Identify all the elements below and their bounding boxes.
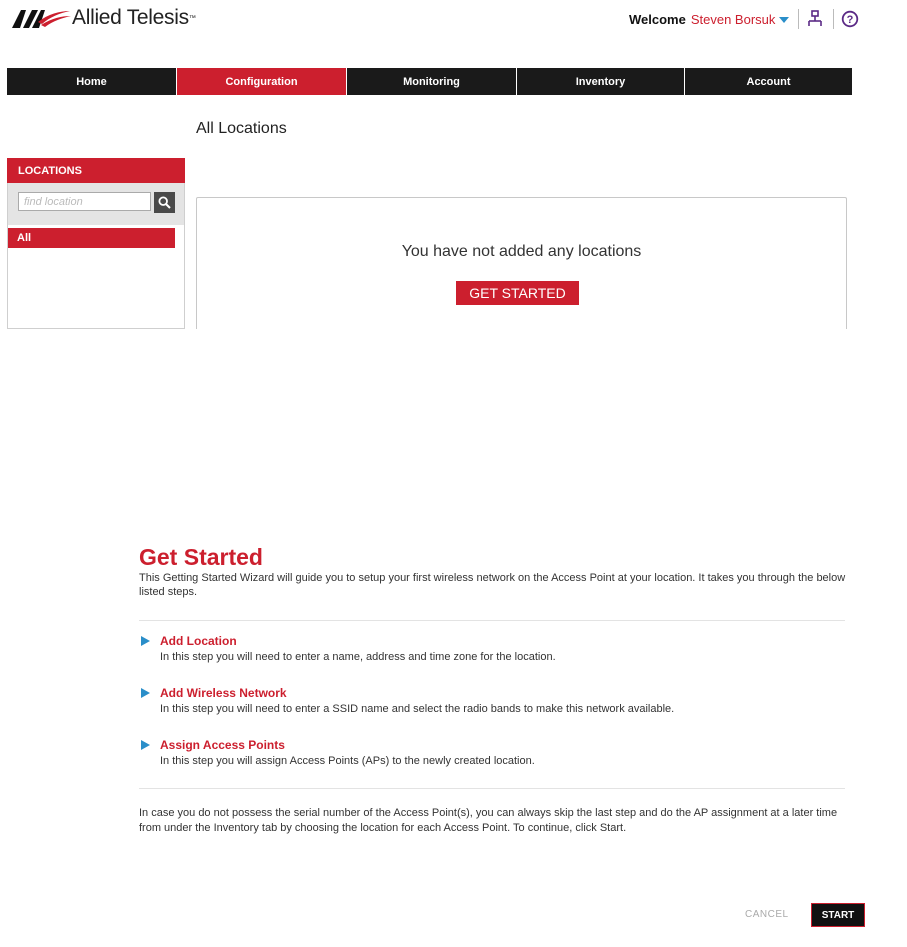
tab-inventory[interactable]: Inventory	[517, 68, 684, 95]
step-title: Add Wireless Network	[160, 686, 287, 700]
wizard-title: Get Started	[139, 544, 263, 570]
locations-sidebar	[7, 158, 185, 329]
step-description: In this step you will assign Access Points (APs) to the newly created location.	[160, 755, 535, 767]
tab-account[interactable]: Account	[685, 68, 852, 95]
wizard-note: In case you do not possess the serial number of the Access Point(s), you can always skip the last step and do the AP assignment at a later time from under the Inventory tab by choosing the location for each Access Point. To continue, click Start.	[139, 807, 838, 834]
tab-monitoring[interactable]: Monitoring	[347, 68, 516, 95]
step-title: Add Location	[160, 634, 237, 648]
tab-home[interactable]: Home	[7, 68, 176, 95]
brand-logo[interactable]	[12, 7, 196, 29]
help-icon[interactable]	[841, 10, 859, 28]
page-title: All Locations	[196, 120, 287, 137]
trademark: ™	[188, 14, 196, 22]
locations-panel	[196, 197, 847, 329]
chevron-down-icon[interactable]	[779, 17, 789, 23]
welcome-label: Welcome	[629, 11, 686, 27]
get-started-button[interactable]: GET STARTED	[456, 281, 579, 305]
network-icon[interactable]	[806, 10, 824, 28]
start-button[interactable]: START	[811, 903, 865, 927]
search-input[interactable]	[18, 192, 151, 211]
divider	[139, 788, 845, 789]
user-menu[interactable]: Steven Borsuk	[690, 11, 776, 27]
cancel-button[interactable]: CANCEL	[745, 909, 789, 920]
sidebar-heading: LOCATIONS	[7, 158, 185, 183]
divider	[798, 9, 799, 29]
search-icon	[158, 196, 171, 209]
tab-configuration[interactable]: Configuration	[177, 68, 346, 95]
arrow-right-icon	[141, 688, 150, 698]
wizard-intro: This Getting Started Wizard will guide you to setup your first wireless network on the Access Point at your location. It takes you through the below listed steps.	[139, 572, 846, 598]
main-nav	[7, 68, 853, 95]
step-title: Assign Access Points	[160, 738, 285, 752]
arrow-right-icon	[141, 636, 150, 646]
step-description: In this step you will need to enter a name, address and time zone for the location.	[160, 651, 556, 663]
allied-telesis-logo-mark	[12, 8, 72, 28]
sidebar-item-all[interactable]: All	[8, 228, 175, 248]
location-search	[8, 183, 184, 225]
brand-name: Allied Telesis	[72, 6, 189, 29]
step-description: In this step you will need to enter a SSID name and select the radio bands to make this network available.	[160, 703, 675, 715]
divider	[833, 9, 834, 29]
svg-text:?: ?	[847, 14, 854, 26]
divider	[139, 620, 845, 621]
user-welcome	[629, 9, 859, 29]
search-button[interactable]	[154, 192, 175, 213]
arrow-right-icon	[141, 740, 150, 750]
empty-state-message: You have not added any locations	[401, 243, 642, 260]
